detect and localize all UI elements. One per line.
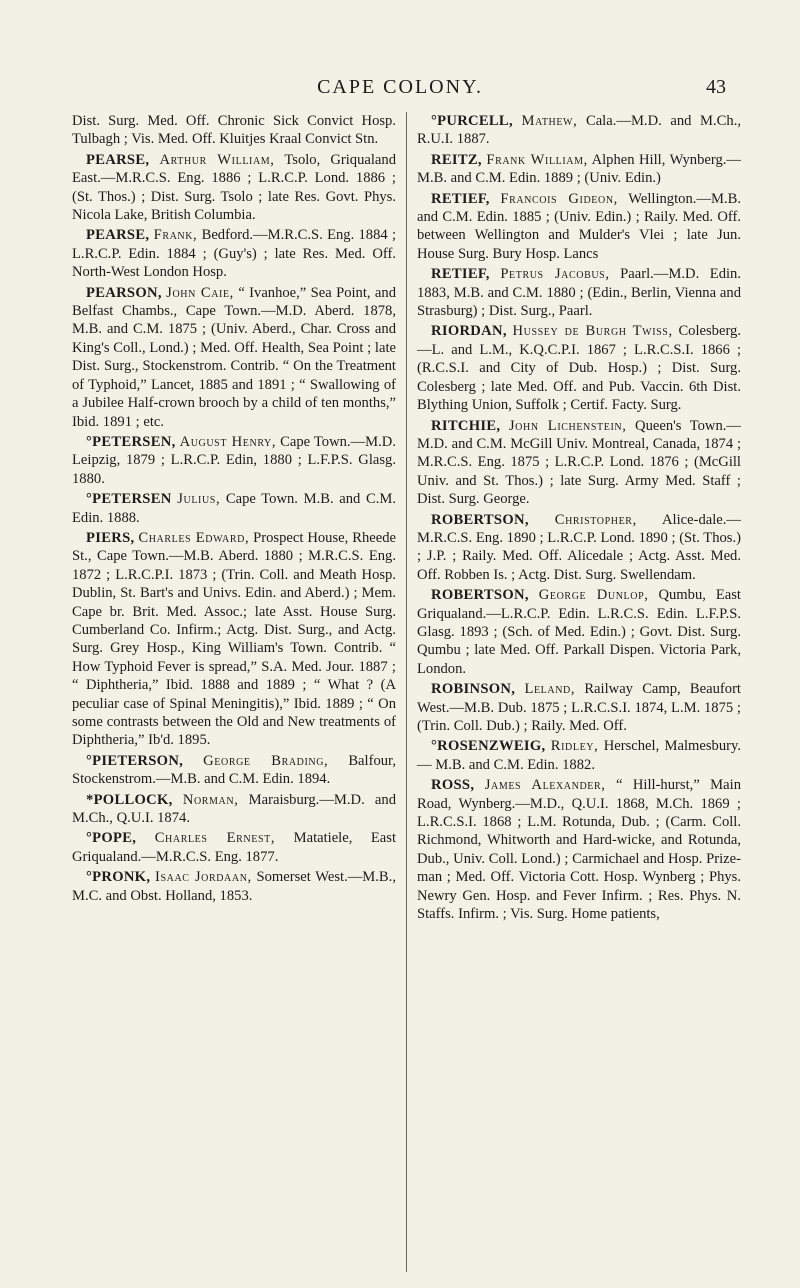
entry-given-names: August Henry,	[179, 433, 277, 450]
entry-text: Cape Town.—M.D. Leipzig, 1879 ; L.R.C.P. Edin, 1880 ; L.F.P.S. Glasg. 1880.	[72, 433, 396, 487]
directory-entry	[72, 433, 396, 488]
directory-entry	[417, 112, 741, 149]
entry-given-names: Charles Edward,	[138, 529, 250, 546]
entry-surname: *POLLOCK,	[86, 791, 173, 808]
entry-given-names: Christopher,	[554, 511, 637, 528]
entry-surname: °PIETERSON,	[86, 752, 184, 769]
entry-surname: RETIEF,	[431, 190, 490, 207]
entry-text: Balfour, Stockenstrom.—M.B. and C.M. Edin. 1894.	[72, 752, 396, 788]
entry-surname: ROBINSON,	[431, 681, 516, 698]
entry-given-names: Frank,	[153, 227, 198, 244]
entry-given-names: Arthur William,	[159, 151, 275, 168]
running-title: CAPE COLONY.	[317, 76, 483, 98]
entry-text: Maraisburg.—M.D. and M.Ch., Q.U.I. 1874.	[72, 791, 396, 827]
entry-text: “ Ivanhoe,” Sea Point, and Belfast Chambs., Cape Town.—M.D. Aberd. 1878, M.B. and C.M. 1875 ; (Univ. Aberd., Char. Cross and King's Coll., Lond.) ; Med. Off. Health, Sea Point ; late Dist. Surg., Stockenstrom. Contrib. “ On the Treatment of Typhoid,” Lancet, 1885 and 1891 ; “ Swallowing of a Jubilee Half-crown brooch by a child of ten months,” Ibid. 1891 ; etc.	[72, 284, 396, 430]
entry-given-names: Hussey de Burgh Twiss,	[512, 323, 673, 340]
entry-given-names: Julius,	[177, 491, 221, 508]
directory-entry	[72, 151, 396, 225]
entry-text: Paarl.—M.D. Edin. 1883, M.B. and C.M. 1880 ; (Edin., Berlin, Vienna and Strasburg) ; Dist. Surg., Paarl.	[417, 266, 741, 320]
entry-surname: °PURCELL,	[431, 113, 513, 129]
entry-text: Alphen Hill, Wynberg.—M.B. and C.M. Edin. 1889 ; (Univ. Edin.)	[417, 151, 741, 187]
directory-entry	[417, 322, 741, 414]
directory-entry	[72, 490, 396, 527]
entry-surname: PEARSON,	[86, 284, 162, 301]
entry-given-names: Francois Gideon,	[500, 190, 618, 207]
directory-entry	[417, 511, 741, 585]
directory-entry	[417, 680, 741, 735]
entry-text: Matatiele, East Griqualand.—M.R.C.S. Eng. 1877.	[72, 830, 396, 865]
body-columns	[72, 112, 744, 1272]
directory-entry	[417, 737, 741, 774]
directory-entry	[72, 112, 396, 149]
directory-entry	[72, 226, 396, 281]
entry-surname: RIORDAN,	[431, 323, 507, 340]
entry-surname: °ROSENZWEIG,	[431, 738, 546, 755]
entry-given-names: Isaac Jordaan,	[155, 869, 252, 886]
entry-surname: ROSS,	[431, 777, 475, 794]
page-number: 43	[706, 76, 726, 98]
entry-surname: °PETERSEN	[86, 491, 172, 508]
entry-surname: ROBERTSON,	[431, 511, 529, 528]
entry-given-names: Mathew,	[521, 113, 578, 129]
entry-given-names: Ridley,	[550, 738, 599, 755]
entry-text: Cala.—M.D. and M.Ch., R.U.I. 1887.	[417, 113, 741, 148]
directory-entry	[72, 752, 396, 789]
directory-entry	[417, 190, 741, 264]
directory-entry	[72, 284, 396, 431]
entry-text: “ Hill-hurst,” Main Road, Wynberg.—M.D., Q.U.I. 1868, M.Ch. 1869 ; L.R.C.S.I. 1868 ; L.M. Rotunda, Dub. ; (Carm. Coll. Richmond, Whitworth and Hard-wicke, and Rotunda, Dub., Univ. Coll. Lond.) ; Carmichael and Hosp. Prize-man ; Med. Off. Victoria Cott. Hosp. Wynberg ; Phys. Newry Gen. Hosp. and Fever Infirm. ; Res. Phys. N. Staffs. Infirm. ; Vis. Surg. Home patients,	[417, 777, 741, 923]
entry-text: Queen's Town.—M.D. and C.M. McGill Univ. Montreal, Canada, 1874 ; M.R.C.S. Eng. 1875 ; L.R.C.P. Lond. 1876 ; (McGill Univ. and St. Thos.) ; late Surg. Army Med. Staff ; Dist. Surg. George.	[417, 417, 741, 508]
entry-given-names: Petrus Jacobus,	[500, 266, 610, 283]
entry-surname: °PRONK,	[86, 869, 151, 886]
directory-entry	[72, 829, 396, 866]
entry-surname: ROBERTSON,	[431, 587, 529, 604]
directory-entry	[417, 151, 741, 188]
entry-given-names: George Brading,	[203, 752, 329, 769]
entry-given-names: Norman,	[182, 791, 239, 808]
entry-text: Bedford.—M.R.C.S. Eng. 1884 ; L.R.C.P. Edin. 1884 ; (Guy's) ; late Res. Med. Off. North-West London Hosp.	[72, 227, 397, 281]
entry-text: Dist. Surg. Med. Off. Chronic Sick Convict Hosp. Tulbagh ; Vis. Med. Off. Kluitjes Kraal Convict Stn.	[72, 113, 396, 148]
page-header	[0, 76, 800, 106]
directory-entry	[417, 586, 741, 678]
entry-text: Herschel, Malmesbury. — M.B. and C.M. Edin. 1882.	[417, 738, 741, 773]
entry-text: Wellington.—M.B. and C.M. Edin. 1885 ; (Univ. Edin.) ; Raily. Med. Off. between Wellington and Mulder's Vlei ; late Jun. House Surg. Bury Hosp. Lancs	[417, 190, 741, 262]
entry-text: Alice-dale.—M.R.C.S. Eng. 1890 ; L.R.C.P. Lond. 1890 ; (St. Thos.) ; J.P. ; Raily. Med. Off. Alicedale ; Actg. Asst. Med. Off. Robben Is. ; Actg. Dist. Surg. Swellendam.	[417, 511, 741, 583]
entry-given-names: George Dunlop,	[538, 587, 649, 604]
entry-text: Colesberg.—L. and L.M., K.Q.C.P.I. 1867 ; L.R.C.S.I. 1866 ; (R.C.S.I. and City of Dub. Hosp.) ; Dist. Surg. Colesberg ; late Med. Off. and Pub. Vaccin. 6th Dist. Blything Union, Suffolk ; Certif. Facty. Surg.	[417, 323, 741, 414]
left-column	[72, 112, 406, 1272]
entry-surname: °PETERSEN,	[86, 433, 176, 450]
entry-surname: PEARSE,	[86, 227, 150, 244]
entry-surname: °POPE,	[86, 830, 137, 847]
entry-given-names: John Lichenstein,	[508, 417, 627, 434]
entry-text: Tsolo, Griqualand East.—M.R.C.S. Eng. 1886 ; L.R.C.P. Lond. 1886 ; (St. Thos.) ; Dist. Surg. Tsolo ; late Res. Govt. Phys. Nicola Lake, British Columbia.	[72, 151, 396, 224]
directory-entry	[417, 417, 741, 509]
entry-given-names: John Caie,	[166, 284, 234, 301]
entry-given-names: Charles Ernest,	[154, 830, 276, 847]
directory-entry	[72, 791, 396, 828]
directory-entry	[417, 265, 741, 320]
entry-surname: PEARSE,	[86, 151, 150, 168]
entry-text: Railway Camp, Beaufort West.—M.B. Dub. 1875 ; L.R.C.S.I. 1874, L.M. 1875 ; (Trin. Coll. Dub.) ; Raily. Med. Off.	[417, 681, 741, 734]
entry-surname: PIERS,	[86, 529, 135, 546]
entry-text: Qumbu, East Griqualand.—L.R.C.P. Edin. L.R.C.S. Edin. L.F.P.S. Glasg. 1893 ; (Sch. of Med. Edin.) ; Govt. Dist. Surg. Qumbu ; late Med. Off. Parkall Dispen. Victoria Park, London.	[417, 587, 741, 677]
directory-entry	[72, 868, 396, 905]
entry-given-names: Leland,	[524, 681, 576, 698]
entry-surname: RETIEF,	[431, 266, 490, 283]
entry-surname: REITZ,	[431, 151, 482, 168]
entry-text: Cape Town. M.B. and C.M. Edin. 1888.	[72, 491, 396, 526]
entry-text: Somerset West.—M.B., M.C. and Obst. Holland, 1853.	[72, 869, 396, 904]
entry-text: Prospect House, Rheede St., Cape Town.—M.B. Aberd. 1880 ; M.R.C.S. Eng. 1872 ; L.R.C.P.I. 1873 ; (Trin. Coll. and Meath Hosp. Dublin, St. Bart's and Univs. Edin. and Aberd.) ; Mem. Cape br. Brit. Med. Assoc.; late Asst. House Surg. Cumberland Co. Infirm.; Actg. Dist. Surg., and Actg. Surg. Grey Hosp., King William's Town. Contrib. “ How Typhoid Fever is spread,” S.A. Med. Jour. 1887 ; “ Diphtheria,” Ibid. 1888 and 1889 ; “ What ? (A peculiar case of Spinal Meningitis),” Ibid. 1889 ; “ On some contrasts between the Old and New treatments of Diphtheria,” Ib'd. 1895.	[72, 529, 396, 749]
directory-entry	[72, 529, 396, 750]
right-column	[406, 112, 741, 1272]
entry-given-names: James Alexander,	[484, 777, 606, 794]
directory-entry	[417, 776, 741, 923]
entry-surname: RITCHIE,	[431, 417, 501, 434]
entry-given-names: Frank William,	[486, 151, 588, 168]
